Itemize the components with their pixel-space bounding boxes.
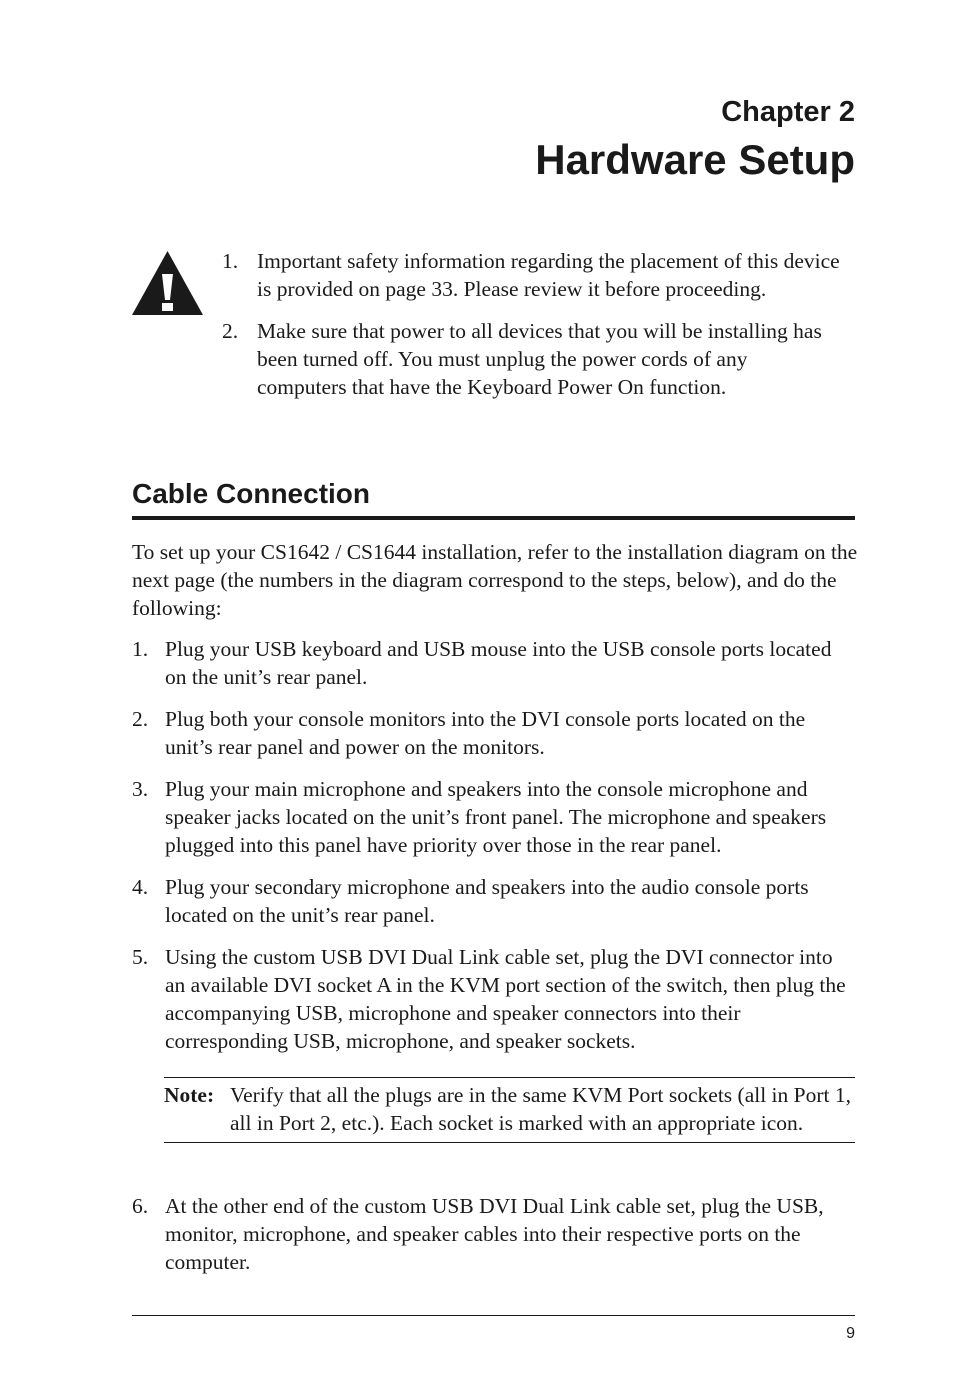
step-number: 6. xyxy=(132,1194,149,1218)
safety-item-text: Important safety information regarding the placement of this device is provided on page 33. Please review it before proceeding. xyxy=(257,249,840,301)
list-item xyxy=(132,705,858,761)
warning-triangle-icon xyxy=(131,250,204,316)
safety-item-text: Make sure that power to all devices that you will be installing has been turned off. You must unplug the power cords of any computers that have the Keyboard Power On function. xyxy=(257,319,822,399)
intro-paragraph: To set up your CS1642 / CS1644 installation, refer to the installation diagram on the next page (the numbers in the diagram correspond to the steps, below), and do the following: xyxy=(132,540,858,620)
list-item xyxy=(132,775,858,859)
steps-list xyxy=(132,635,858,1069)
safety-item xyxy=(222,317,842,401)
note-label: Note: xyxy=(164,1083,215,1107)
section-divider xyxy=(132,516,855,520)
note-text: Verify that all the plugs are in the same KVM Port sockets (all in Port 1, all in Port 2, etc.). Each socket is marked with an appropriate icon. xyxy=(230,1083,851,1135)
page-number: 9 xyxy=(846,1325,855,1342)
step-number: 5. xyxy=(132,945,149,969)
chapter-title: Hardware Setup xyxy=(535,136,855,183)
safety-list xyxy=(222,247,842,415)
step-number: 4. xyxy=(132,875,149,899)
list-item xyxy=(132,873,858,929)
safety-item-number: 1. xyxy=(222,249,239,273)
step-text: Using the custom USB DVI Dual Link cable set, plug the DVI connector into an available DVI socket A in the KVM port section of the switch, then plug the accompanying USB, microphone and speaker connectors into their corresponding USB, microphone, and speaker sockets. xyxy=(165,945,846,1053)
step-text: Plug your USB keyboard and USB mouse into the USB console ports located on the unit’s rear panel. xyxy=(165,637,832,689)
step-number: 3. xyxy=(132,777,149,801)
list-item xyxy=(132,635,858,691)
step-text: Plug your main microphone and speakers into the console microphone and speaker jacks located on the unit’s front panel. The microphone and speakers plugged into this panel have priority over those in the rear panel. xyxy=(165,777,827,857)
step-text: At the other end of the custom USB DVI Dual Link cable set, plug the USB, monitor, microphone, and speaker cables into their respective ports on the computer. xyxy=(165,1194,824,1274)
chapter-label: Chapter 2 xyxy=(721,96,855,128)
step-text: Plug both your console monitors into the DVI console ports located on the unit’s rear panel and power on the monitors. xyxy=(165,707,806,759)
step-number: 1. xyxy=(132,637,149,661)
safety-item xyxy=(222,247,842,303)
list-item xyxy=(132,1192,858,1276)
section-title: Cable Connection xyxy=(132,478,371,509)
step-number: 2. xyxy=(132,707,149,731)
note-box xyxy=(164,1077,855,1143)
step-text: Plug your secondary microphone and speakers into the audio console ports located on the unit’s rear panel. xyxy=(165,875,809,927)
footer-divider xyxy=(132,1315,855,1316)
safety-item-number: 2. xyxy=(222,319,239,343)
list-item xyxy=(132,943,858,1055)
